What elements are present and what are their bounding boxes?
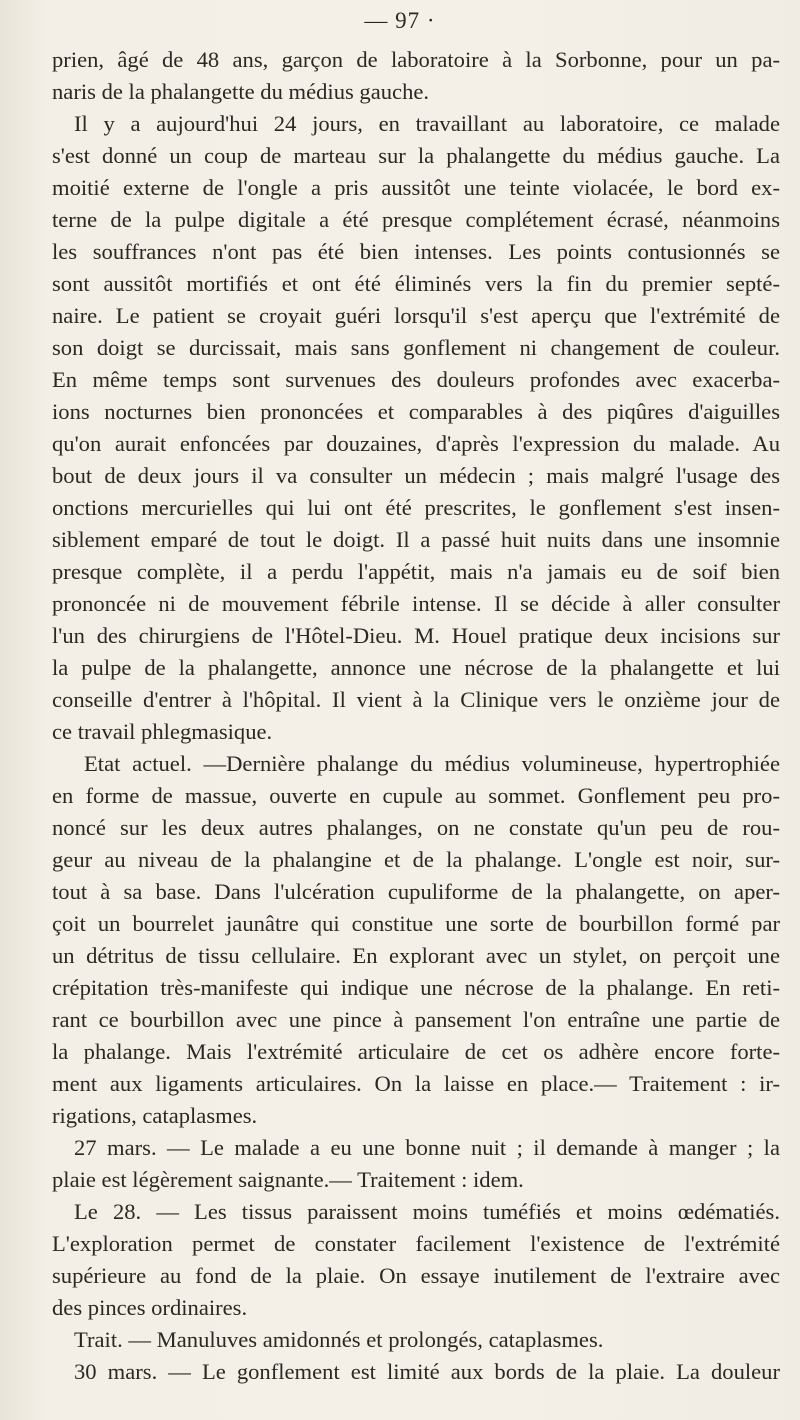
text-line: moitié externe de l'ongle a pris aussitôt une teinte violacée, le bord ex- — [52, 175, 780, 200]
text-line: s'est donné un coup de marteau sur la phalangette du médius gauche. La — [52, 143, 780, 168]
paragraph-etat-actuel — [52, 748, 780, 1132]
text-line: rant ce bourbillon avec une pince à pansement l'on entraîne une partie de — [52, 1007, 780, 1032]
text-line: Il y a aujourd'hui 24 jours, en travaillant au laboratoire, ce malade — [74, 111, 780, 136]
text-line: noncé sur les deux autres phalanges, on ne constate qu'un peu de rou- — [52, 815, 780, 840]
text-line: naris de la phalangette du médius gauche. — [52, 79, 430, 104]
text-line: tout à sa base. Dans l'ulcération cupuliforme de la phalangette, on aper- — [52, 879, 780, 904]
text-line: plaie est légèrement saignante.— Traitement : idem. — [52, 1167, 524, 1192]
text-line: sont aussitôt mortifiés et ont été éliminés vers la fin du premier septé- — [52, 271, 780, 296]
text-line: la pulpe de la phalangette, annonce une nécrose de la phalangette et lui — [52, 655, 780, 680]
paragraph-case-intro — [52, 44, 780, 108]
text-line: ce travail phlegmasique. — [52, 719, 273, 744]
text-line: son doigt se durcissait, mais sans gonflement ni changement de couleur. — [52, 335, 780, 360]
text-line: crépitation très-manifeste qui indique une nécrose de la phalange. En reti- — [52, 975, 780, 1000]
text-line: geur au niveau de la phalangine et de la phalange. L'ongle est noir, sur- — [52, 847, 780, 872]
text-line: qu'on aurait enfoncées par douzaines, d'après l'expression du malade. Au — [52, 431, 780, 456]
page-body — [52, 44, 780, 1388]
paragraph-30-mars — [52, 1356, 780, 1388]
text-line: la phalange. Mais l'extrémité articulaire de cet os adhère encore forte- — [52, 1039, 780, 1064]
text-line: en forme de massue, ouverte en cupule au sommet. Gonflement peu pro- — [52, 783, 780, 808]
text-line: Le 28. — Les tissus paraissent moins tuméfiés et moins œdématiés. — [74, 1199, 780, 1224]
text-line: des pinces ordinaires. — [52, 1295, 248, 1320]
text-line: onctions mercurielles qui lui ont été prescrites, le gonflement s'est insen- — [52, 495, 780, 520]
text-line: l'un des chirurgiens de l'Hôtel-Dieu. M. Houel pratique deux incisions sur — [52, 623, 780, 648]
text-line: les souffrances n'ont pas été bien intenses. Les points contusionnés se — [52, 239, 780, 264]
page-number: — 97 · — [364, 8, 436, 33]
text-line: un détritus de tissu cellulaire. En explorant avec un stylet, on perçoit une — [52, 943, 780, 968]
text-line: 30 mars. — Le gonflement est limité aux bords de la plaie. La douleur — [74, 1359, 780, 1384]
text-line: rigations, cataplasmes. — [52, 1103, 258, 1128]
text-line: En même temps sont survenues des douleurs profondes avec exacerba- — [52, 367, 780, 392]
text-line: presque complète, il a perdu l'appétit, mais n'a jamais eu de soif bien — [52, 559, 780, 584]
text-line: Etat actuel. —Dernière phalange du médius volumineuse, hypertrophiée — [84, 751, 780, 776]
text-line: siblement emparé de tout le doigt. Il a passé huit nuits dans une insomnie — [52, 527, 780, 552]
paragraph-le-28 — [52, 1196, 780, 1324]
text-line: ions nocturnes bien prononcées et comparables à des piqûres d'aiguilles — [52, 399, 780, 424]
text-line: ment aux ligaments articulaires. On la laisse en place.— Traitement : ir- — [52, 1071, 780, 1096]
text-line: conseille d'entrer à l'hôpital. Il vient à la Clinique vers le onzième jour de — [52, 687, 780, 712]
paragraph-traitement — [52, 1324, 780, 1356]
text-line: çoit un bourrelet jaunâtre qui constitue une sorte de bourbillon formé par — [52, 911, 780, 936]
paragraph-history — [52, 108, 780, 748]
text-line: L'exploration permet de constater facilement l'existence de l'extrémité — [52, 1231, 780, 1256]
text-line: naire. Le patient se croyait guéri lorsqu'il s'est aperçu que l'extrémité de — [52, 303, 780, 328]
text-line: supérieure au fond de la plaie. On essaye inutilement de l'extraire avec — [52, 1263, 780, 1288]
paragraph-27-mars — [52, 1132, 780, 1196]
text-line: terne de la pulpe digitale a été presque complétement écrasé, néanmoins — [52, 207, 780, 232]
text-line: prononcée ni de mouvement fébrile intense. Il se décide à aller consulter — [52, 591, 780, 616]
text-line: 27 mars. — Le malade a eu une bonne nuit ; il demande à manger ; la — [74, 1135, 780, 1160]
text-line: bout de deux jours il va consulter un médecin ; mais malgré l'usage des — [52, 463, 780, 488]
text-line: prien, âgé de 48 ans, garçon de laboratoire à la Sorbonne, pour un pa- — [52, 47, 780, 72]
text-line: Trait. — Manuluves amidonnés et prolongés, cataplasmes. — [74, 1327, 604, 1352]
